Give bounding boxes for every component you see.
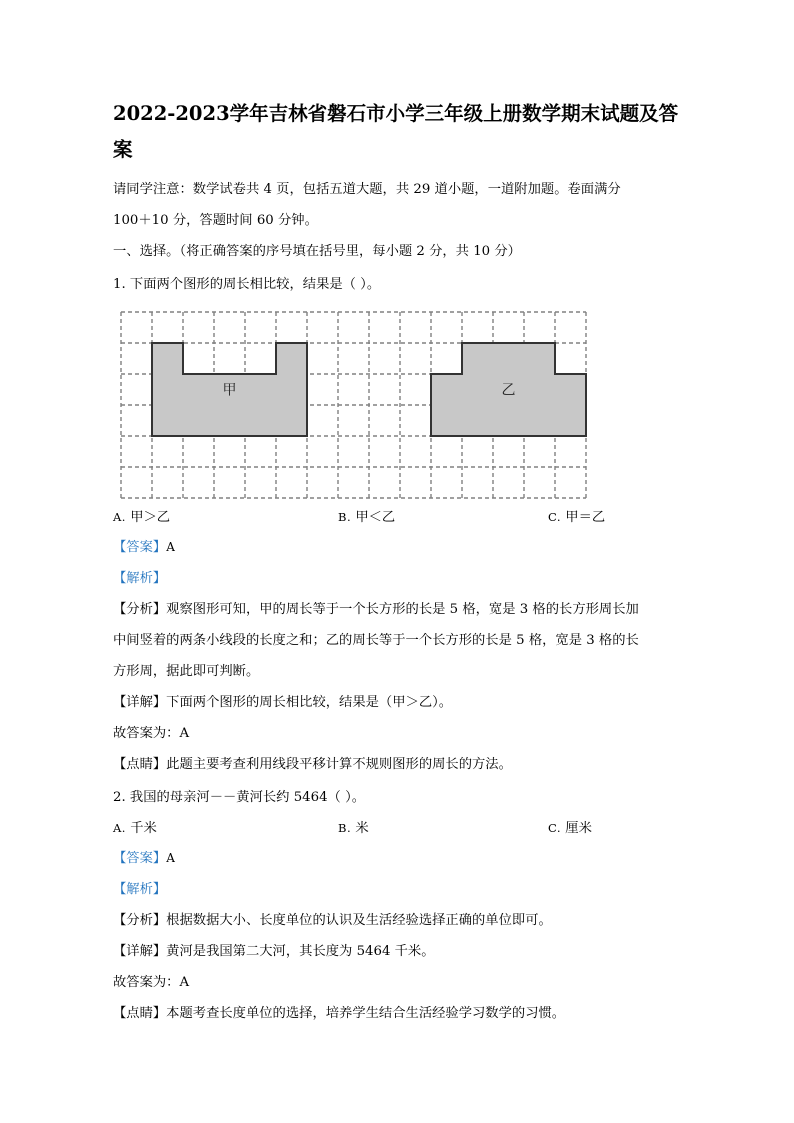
question-2-options (113, 813, 683, 843)
question-1-stem: 1. 下面两个图形的周长相比较，结果是（ ）。 (113, 277, 381, 292)
option-2-a-tag: A. (113, 821, 126, 835)
question-2-answer-value: A (166, 851, 175, 865)
option-1-a-tag: A. (113, 510, 126, 524)
question-2-answer-head: 【答案】 (113, 851, 167, 866)
question-1-analysis-head: 【解析】 (113, 571, 167, 586)
question-1-highlight: 【点睛】此题主要考查利用线段平移计算不规则图形的周长的方法。 (113, 757, 512, 772)
option-1-a-text: 甲＞乙 (130, 510, 171, 525)
question-2-highlight: 【点睛】本题考查长度单位的选择，培养学生结合生活经验学习数学的习惯。 (113, 1006, 566, 1021)
question-1-analysis-line-2: 中间竖着的两条小线段的长度之和；乙的周长等于一个长方形的长是 5 格，宽是 3 格的长 (113, 633, 639, 648)
exam-notice-line-1: 请同学注意：数学试卷共 4 页，包括五道大题，共 29 道小题，一道附加题。卷面满分 (113, 182, 621, 197)
option-2-a-text: 千米 (130, 821, 157, 836)
question-2-answer-row (113, 843, 683, 874)
question-1-options (113, 502, 683, 532)
question-2-stem: 2. 我国的母亲河－－黄河长约 5464（ ）。 (113, 790, 366, 805)
option-1-b-text: 甲＜乙 (355, 510, 396, 525)
page-title: 2022-2023学年吉林省磐石市小学三年级上册数学期末试题及答案 (113, 102, 679, 161)
page-content (113, 96, 683, 1029)
question-1-answer-head: 【答案】 (113, 540, 167, 555)
option-2-c[interactable] (548, 813, 592, 844)
perimeter-comparison-figure (119, 310, 591, 502)
option-1-a[interactable] (113, 502, 170, 533)
option-2-a[interactable] (113, 813, 157, 844)
question-1-answer-value: A (166, 540, 175, 554)
shape-label-甲: 甲 (222, 382, 237, 399)
question-1-analysis-line-1: 【分析】观察图形可知，甲的周长等于一个长方形的长是 5 格，宽是 3 格的长方形周长加 (113, 602, 639, 617)
option-2-c-tag: C. (548, 821, 562, 835)
option-1-c-text: 甲＝乙 (565, 510, 606, 525)
question-1-figure (113, 304, 683, 500)
question-2-so-answer: 故答案为：A (113, 975, 190, 990)
option-2-b-tag: B. (338, 821, 352, 835)
question-1-so-answer: 故答案为：A (113, 726, 190, 741)
option-1-c-tag: C. (548, 510, 562, 524)
question-1-detail: 【详解】下面两个图形的周长相比较，结果是（甲＞乙）。 (113, 695, 453, 710)
question-2-detail: 【详解】黄河是我国第二大河，其长度为 5464 千米。 (113, 944, 435, 959)
shape-label-乙: 乙 (501, 382, 516, 399)
option-2-b-text: 米 (355, 821, 369, 836)
option-1-b[interactable] (338, 502, 395, 533)
section-heading-choice: 一、选择。（将正确答案的序号填在括号里，每小题 2 分，共 10 分） (113, 244, 521, 259)
question-1-answer-row (113, 532, 683, 563)
option-2-b[interactable] (338, 813, 369, 844)
option-1-c[interactable] (548, 502, 605, 533)
option-1-b-tag: B. (338, 510, 352, 524)
option-2-c-text: 厘米 (565, 821, 592, 836)
question-2-analysis: 【分析】根据数据大小、长度单位的认识及生活经验选择正确的单位即可。 (113, 913, 552, 928)
question-2-analysis-head: 【解析】 (113, 882, 167, 897)
question-1-analysis-line-3: 方形周，据此即可判断。 (113, 664, 260, 679)
grid-figure-svg (119, 310, 584, 496)
exam-notice-line-2: 100＋10 分，答题时间 60 分钟。 (113, 213, 318, 228)
